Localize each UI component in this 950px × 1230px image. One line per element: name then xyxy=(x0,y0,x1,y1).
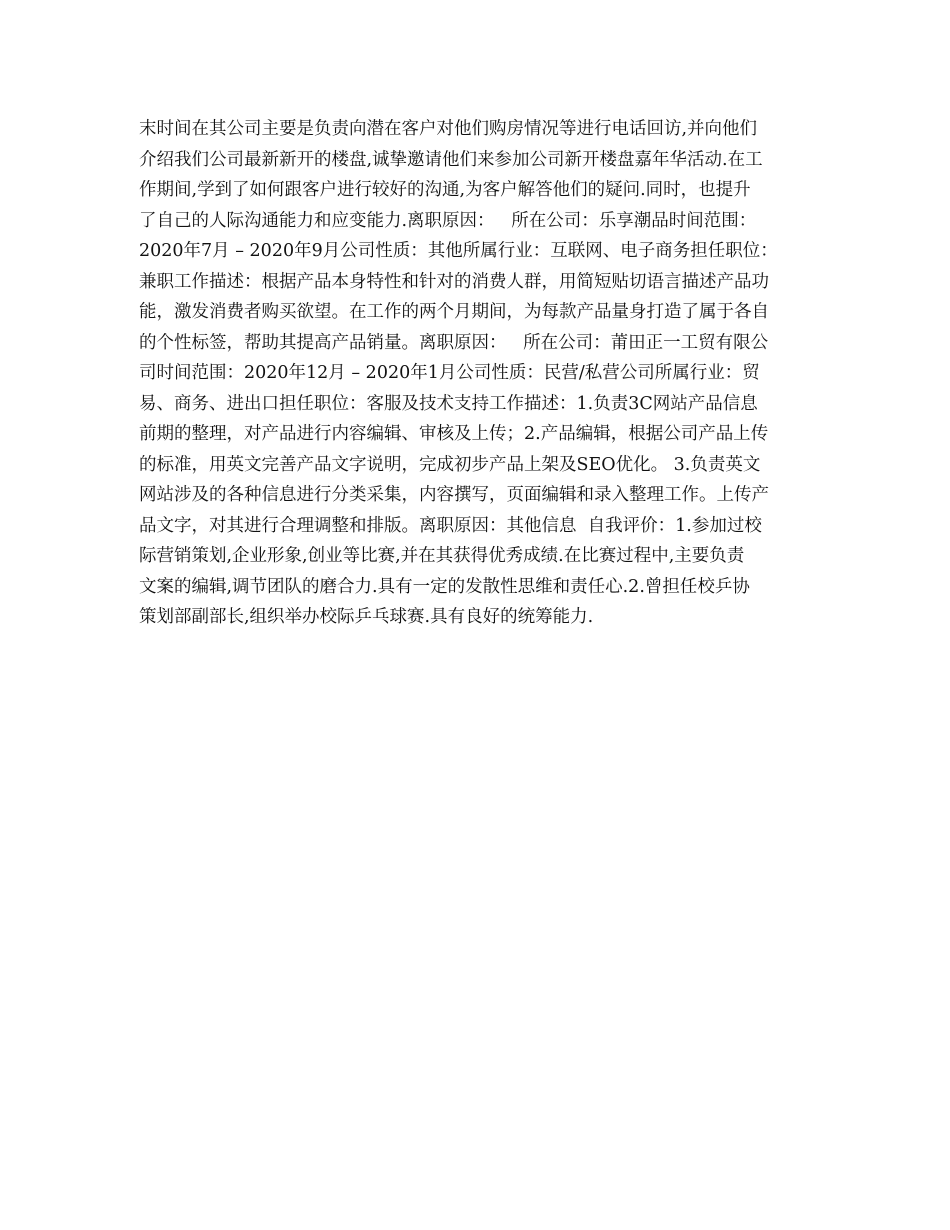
text-line-12: 的标准，用英文完善产品文字说明，完成初步产品上架及SEO优化。 3.负责英文 xyxy=(139,454,761,475)
text-line-8: 的个性标签，帮助其提高产品销量。离职原因： 所在公司：莆田正一工贸有限公 xyxy=(139,332,769,353)
text-line-13: 网站涉及的各种信息进行分类采集，内容撰写，页面编辑和录入整理工作。上传产 xyxy=(139,485,769,505)
text-line-6: 兼职工作描述：根据产品本身特性和针对的消费人群，用简短贴切语言描述产品功 xyxy=(139,271,769,292)
text-line-4: 了自己的人际沟通能力和应变能力.离职原因： 所在公司：乐享潮品时间范围： xyxy=(139,210,757,231)
text-line-3: 作期间,学到了如何跟客户进行较好的沟通,为客户解答他们的疑问.同时，也提升 xyxy=(139,180,751,200)
body-text xyxy=(139,114,819,633)
text-line-17: 策划部副部长,组织举办校际乒乓球赛.具有良好的统筹能力. xyxy=(139,607,594,627)
text-line-9: 司时间范围：2020年12月 – 2020年1月公司性质：民营/私营公司所属行业：贸 xyxy=(139,363,760,383)
text-line-15: 际营销策划,企业形象,创业等比赛,并在其获得优秀成绩.在比赛过程中,主要负责 xyxy=(139,546,745,566)
text-line-14: 品文字，对其进行合理调整和排版。离职原因：其他信息 自我评价：1.参加过校 xyxy=(139,515,762,536)
text-line-11: 前期的整理，对产品进行内容编辑、审核及上传；2.产品编辑，根据公司产品上传 xyxy=(139,424,769,444)
text-line-5: 2020年7月 – 2020年9月公司性质：其他所属行业：互联网、电子商务担任职位： xyxy=(139,241,778,261)
text-line-16: 文案的编辑,调节团队的磨合力.具有一定的发散性思维和责任心.2.曾担任校乒协 xyxy=(139,576,750,597)
text-line-7: 能，激发消费者购买欲望。在工作的两个月期间，为每款产品量身打造了属于各自 xyxy=(139,302,769,322)
text-line-10: 易、商务、进出口担任职位：客服及技术支持工作描述：1.负责3C网站产品信息 xyxy=(139,393,758,414)
text-line-1: 末时间在其公司主要是负责向潜在客户对他们购房情况等进行电话回访,并向他们 xyxy=(139,119,758,139)
text-line-2: 介绍我们公司最新新开的楼盘,诚挚邀请他们来参加公司新开楼盘嘉年华活动.在工 xyxy=(139,149,763,170)
